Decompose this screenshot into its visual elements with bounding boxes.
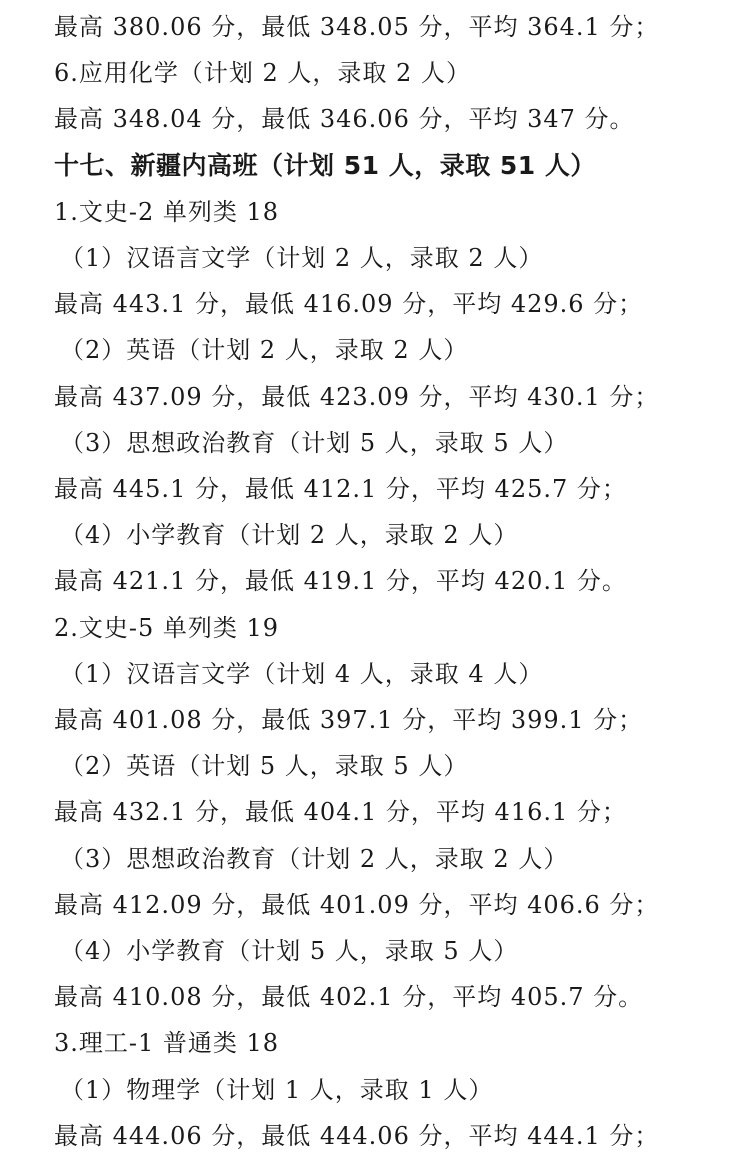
text-line: 6.应用化学（计划 2 人，录取 2 人）	[54, 59, 471, 88]
text-line: 最高 437.09 分，最低 423.09 分，平均 430.1 分；	[54, 382, 660, 411]
text-line: （4）小学教育（计划 5 人，录取 5 人）	[60, 937, 519, 965]
text-line: （4）小学教育（计划 2 人，录取 2 人）	[60, 521, 519, 550]
text-line: 最高 432.1 分，最低 404.1 分，平均 416.1 分；	[54, 798, 627, 827]
text-line: （2）英语（计划 5 人，录取 5 人）	[60, 752, 469, 781]
text-line: 最高 443.1 分，最低 416.09 分，平均 429.6 分；	[54, 290, 644, 319]
text-line: （2）英语（计划 2 人，录取 2 人）	[60, 336, 469, 365]
text-line: 2.文史-5 单列类 19	[54, 613, 280, 642]
text-line: （3）思想政治教育（计划 2 人，录取 2 人）	[60, 844, 569, 873]
text-line: 最高 410.08 分，最低 402.1 分，平均 405.7 分。	[54, 983, 644, 1012]
text-line: 最高 421.1 分，最低 419.1 分，平均 420.1 分。	[54, 567, 627, 596]
text-line: 1.文史-2 单列类 18	[54, 197, 280, 226]
text-line: （1）物理学（计划 1 人，录取 1 人）	[60, 1075, 494, 1104]
text-line: 最高 380.06 分，最低 348.05 分，平均 364.1 分；	[54, 13, 660, 41]
text-line: 最高 348.04 分，最低 346.06 分，平均 347 分。	[54, 105, 635, 134]
text-line: （1）汉语言文学（计划 4 人，录取 4 人）	[60, 659, 544, 688]
text-line: 最高 444.06 分，最低 444.06 分，平均 444.1 分；	[54, 1121, 660, 1150]
text-line: 最高 401.08 分，最低 397.1 分，平均 399.1 分；	[54, 706, 644, 734]
text-line: 最高 445.1 分，最低 412.1 分，平均 425.7 分；	[54, 475, 627, 503]
text-line: （3）思想政治教育（计划 5 人，录取 5 人）	[60, 428, 569, 457]
section-heading: 十七、新疆内高班（计划 51 人，录取 51 人）	[54, 150, 596, 180]
text-line: 3.理工-1 普通类 18	[54, 1029, 280, 1058]
text-line: 最高 412.09 分，最低 401.09 分，平均 406.6 分；	[54, 890, 660, 919]
text-line: （1）汉语言文学（计划 2 人，录取 2 人）	[60, 244, 544, 272]
